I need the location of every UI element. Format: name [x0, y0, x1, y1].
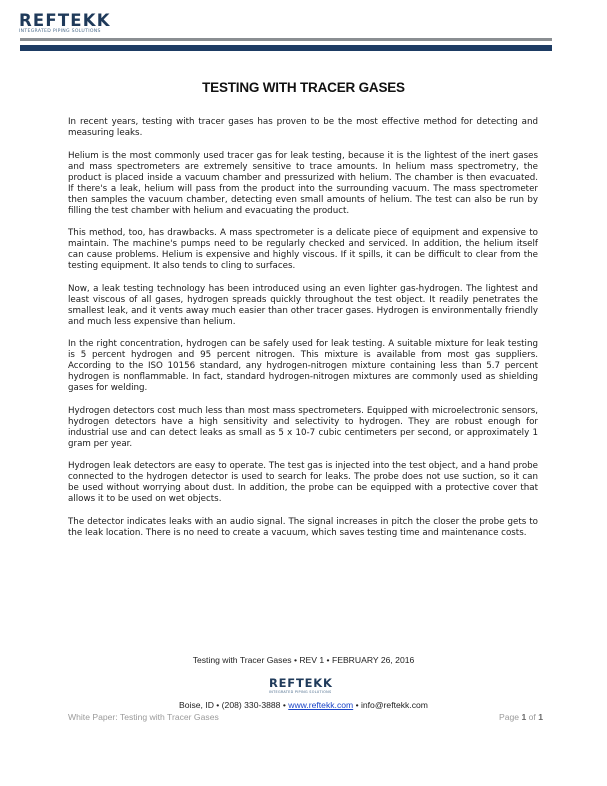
paragraph: Hydrogen leak detectors are easy to operate. The test gas is injected into the test object, and a hand probe connected to the hydrogen detector is used to search for leaks. The probe does not use suction, so it can be used without worrying about dust. In addition, the probe can be equipped with a protective cover that allows it to be used on wet objects. — [68, 461, 538, 504]
logo-tagline: INTEGRATED PIPING SOLUTIONS — [19, 29, 101, 34]
contact-location-phone: Boise, ID • (208) 330-3888 • — [179, 700, 289, 710]
paragraph: This method, too, has drawbacks. A mass spectrometer is a delicate piece of equipment and expensive to maintain. The machine's pumps need to be regularly checked and serviced. In addition, the helium itself can cause problems. Helium is expensive and highly viscous. If it spills, it can be difficult to clear from the testing equipment. It also tends to cling to surfaces. — [68, 228, 538, 271]
header-rule-grey — [20, 38, 552, 41]
page-of: of — [528, 712, 536, 722]
document-body — [68, 117, 538, 550]
page-word: Page — [499, 712, 520, 722]
header-logo — [19, 12, 111, 35]
paragraph: Helium is the most commonly used tracer gas for leak testing, because it is the lightest of the inert gases and mass spectrometers are extremely sensitive to trace amounts. In helium mass spectrometry, the product is placed inside a vacuum chamber and pressurized with helium. The chamber is then evacuated. If there's a leak, helium will pass from the product into the surrounding vacuum. The mass spectrometer then samples the vacuum chamber, detecting even small amounts of helium. The test can also be run by filling the test chamber with helium and evacuating the product. — [68, 150, 538, 216]
header-rule-navy — [20, 45, 552, 51]
footer-logo-tagline: INTEGRATED PIPING SOLUTIONS — [269, 690, 332, 694]
footer-logo-wordmark: REFTEKK — [269, 676, 333, 690]
footer-revision-line: Testing with Tracer Gases • REV 1 • FEBRUARY 26, 2016 — [192, 655, 415, 665]
paragraph: The detector indicates leaks with an audio signal. The signal increases in pitch the closer the probe gets to the leak location. There is no need to create a vacuum, which saves testing time and maintenance costs. — [68, 516, 538, 538]
paragraph: Now, a leak testing technology has been introduced using an even lighter gas-hydrogen. The lightest and least viscous of all gases, hydrogen spreads quickly throughout the test object. It readily penetrates the smallest leak, and it vents away much easier than other tracer gases. Hydrogen is environmentally friendly and much less expensive than helium. — [68, 283, 538, 327]
contact-email: • info@reftekk.com — [353, 700, 428, 710]
page-total: 1 — [538, 712, 543, 722]
website-link[interactable]: www.reftekk.com — [288, 700, 354, 710]
white-paper-label: White Paper: Testing with Tracer Gases — [68, 712, 219, 722]
paragraph: In recent years, testing with tracer gases has proven to be the most effective method for detecting and measuring leaks. — [68, 117, 538, 138]
paragraph: In the right concentration, hydrogen can be safely used for leak testing. A suitable mixture for leak testing is 5 percent hydrogen and 95 percent nitrogen. This mixture is available from most gas suppliers. According to the ISO 10156 standard, any hydrogen-nitrogen mixture containing less than 5.7 percent hydrogen is nonflammable. In fact, standard hydrogen-nitrogen mixtures are commonly used as shielding gases for welding. — [68, 339, 538, 393]
paragraph: Hydrogen detectors cost much less than most mass spectrometers. Equipped with microelectronic sensors, hydrogen detectors have a high sensitivity and selectivity to hydrogen. They are robust enough for industrial use and can detect leaks as small as 5 x 10-7 cubic centimeters per second, or approximately 1 gram per year. — [68, 405, 538, 449]
page-indicator — [499, 712, 543, 722]
document-title: TESTING WITH TRACER GASES — [202, 80, 405, 95]
footer-logo — [269, 677, 333, 694]
page-current: 1 — [521, 712, 527, 722]
footer-contact — [0, 700, 607, 710]
logo-wordmark: REFTEKK — [19, 11, 111, 30]
